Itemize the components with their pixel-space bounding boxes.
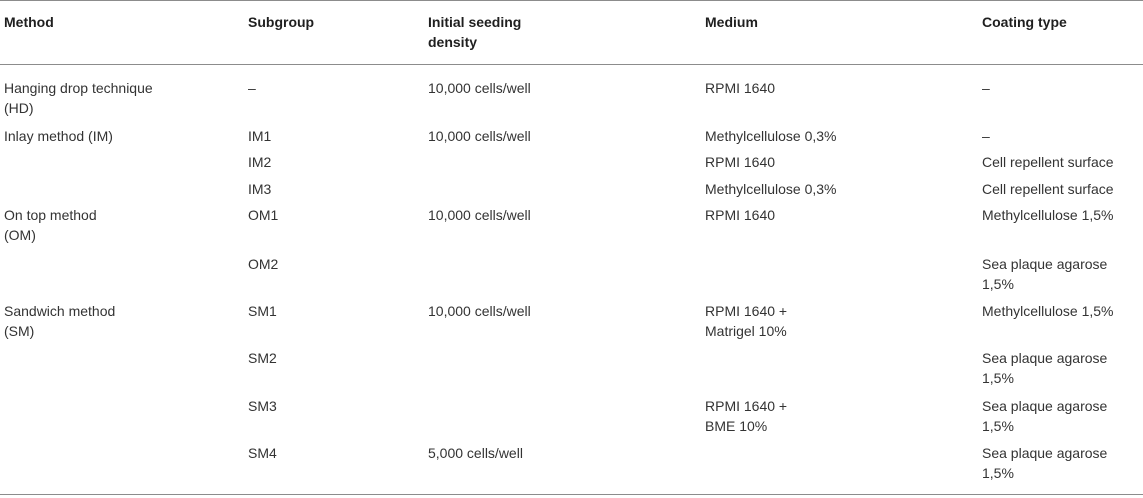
cell-density: 10,000 cells/well [428,207,531,223]
cell-coating: Sea plaque agarose 1,5% [982,256,1108,292]
cell-density: 5,000 cells/well [428,445,523,461]
header-subgroup: Subgroup [248,14,315,30]
cell-subgroup: IM3 [248,181,272,197]
cell-coating: Sea plaque agarose 1,5% [982,445,1108,481]
cell-method: Sandwich method (SM) [4,303,116,339]
cell-density: 10,000 cells/well [428,80,531,96]
cell-coating: Methylcellulose 1,5% [982,303,1114,319]
cell-subgroup: IM1 [248,128,272,144]
table-bottom-rule [0,494,1143,495]
cell-density: 10,000 cells/well [428,303,531,319]
cell-medium: Methylcellulose 0,3% [705,128,837,144]
cell-medium: Methylcellulose 0,3% [705,181,837,197]
cell-coating: Methylcellulose 1,5% [982,207,1114,223]
cell-method: Hanging drop technique (HD) [4,80,153,116]
cell-method: On top method (OM) [4,207,97,243]
cell-subgroup: SM1 [248,303,277,319]
cell-subgroup: SM3 [248,398,277,414]
header-initial-seeding-density: Initial seeding density [428,14,522,50]
cell-medium: RPMI 1640 + BME 10% [705,398,788,434]
cell-subgroup: SM4 [248,445,277,461]
cell-coating: Cell repellent surface [982,181,1114,197]
cell-coating: Cell repellent surface [982,154,1114,170]
cell-coating: – [982,80,990,96]
cell-subgroup: SM2 [248,350,277,366]
cell-subgroup: IM2 [248,154,272,170]
cell-medium: RPMI 1640 [705,154,776,170]
cell-coating: Sea plaque agarose 1,5% [982,398,1108,434]
header-coating-type: Coating type [982,14,1067,30]
cell-medium: RPMI 1640 + Matrigel 10% [705,303,788,339]
cell-medium: RPMI 1640 [705,80,776,96]
cell-subgroup: OM1 [248,207,279,223]
cell-coating: Sea plaque agarose 1,5% [982,350,1108,386]
table-header-row [0,0,1143,64]
table-header-rule [0,64,1143,65]
cell-method: Inlay method (IM) [4,128,113,144]
cell-medium: RPMI 1640 [705,207,776,223]
cell-subgroup: OM2 [248,256,279,272]
cell-density: 10,000 cells/well [428,128,531,144]
cell-coating: – [982,128,990,144]
cell-subgroup: – [248,80,256,96]
header-medium: Medium [705,14,758,30]
header-method: Method [4,14,54,30]
